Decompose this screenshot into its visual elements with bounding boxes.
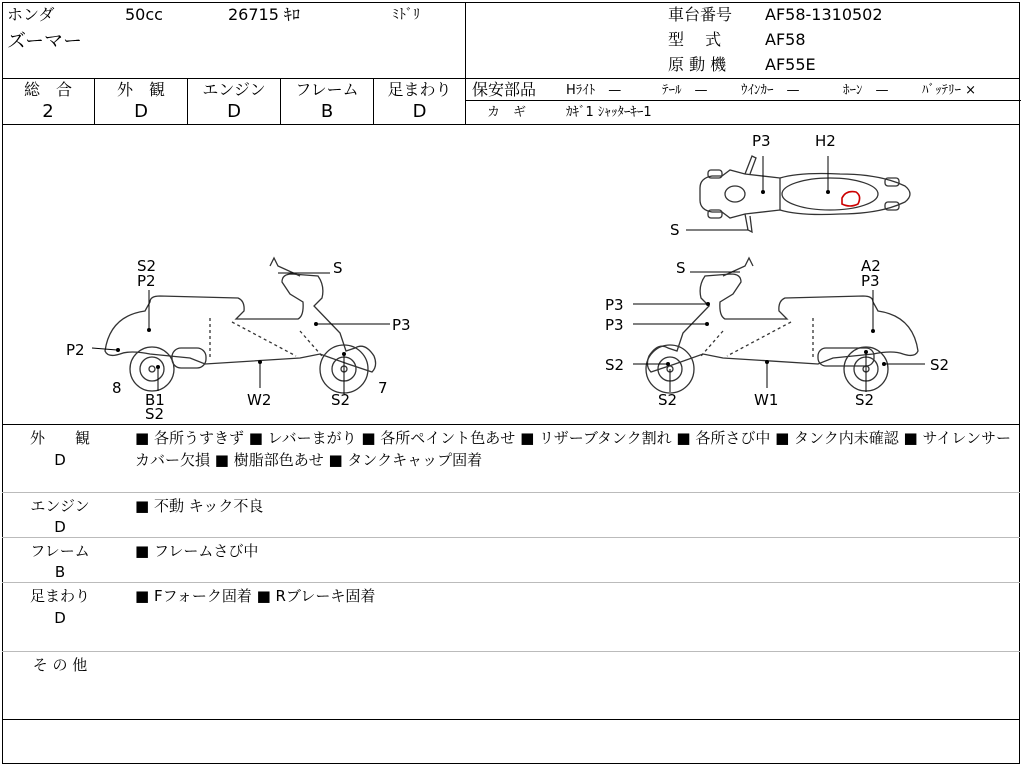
grade-value: D (227, 101, 241, 122)
divider (2, 424, 1020, 425)
divider (2, 719, 1020, 720)
grade-suspension (374, 79, 465, 124)
label-s2: S2 (658, 391, 678, 409)
section-suspension-notes: ■ Fフォーク固着 ■ Rブレーキ固着 (135, 587, 376, 605)
type-label: 型 式 (668, 30, 722, 49)
grade-engine (188, 79, 280, 124)
grade-value: B (320, 101, 334, 122)
label-a2: A2 (861, 257, 881, 275)
grade-label: 総 合 (23, 80, 72, 99)
section-engine-notes: ■ 不動 キック不良 (135, 497, 264, 515)
grade-label: 足まわり (387, 80, 452, 99)
grade-exterior (95, 79, 187, 124)
label-s: S (670, 221, 680, 239)
grade-label: 外 観 (116, 80, 165, 99)
label-w2: W2 (247, 391, 272, 409)
engine-label: 原 動 機 (668, 55, 727, 74)
section-exterior-notes: ■ 各所うすきず ■ レバーまがり ■ 各所ペイント色あせ ■ リザーブタンク割れ ■ 各所さび中 ■ タンク内未確認 ■ サイレンサーカバー欠損 ■ 樹脂部色あせ ■ タンクキャップ固着 (135, 429, 1012, 469)
divider (465, 2, 466, 125)
label-p3: P3 (392, 316, 411, 334)
label-p3: P3 (861, 272, 880, 290)
label-p3: P3 (752, 132, 771, 150)
label-s2: S2 (137, 257, 157, 275)
label-s2: S2 (855, 391, 875, 409)
top-view (700, 156, 910, 232)
section-other-title: そ の 他 (32, 656, 88, 674)
label-8: 8 (112, 379, 122, 397)
frame-no-label: 車台番号 (668, 5, 733, 24)
divider (2, 651, 1020, 652)
safety-tail: ﾃｰﾙ — (662, 83, 708, 98)
safety-battery: ﾊﾞｯﾃﾘｰ × (922, 83, 977, 98)
safety-horn: ﾎｰﾝ — (843, 83, 889, 98)
maker: ホンダ (7, 5, 55, 24)
damage-mark (842, 192, 860, 206)
divider (2, 492, 1020, 493)
label-s: S (676, 259, 686, 277)
grade-frame (281, 79, 373, 124)
color: ﾐﾄﾞﾘ (392, 7, 420, 23)
divider (2, 582, 1020, 583)
section-exterior-title: 外 観 (29, 429, 90, 447)
safety-label: 保安部品 (472, 80, 537, 99)
safety-winker: ｳｲﾝｶｰ — (741, 83, 800, 98)
label-s: S (333, 259, 343, 277)
frame-no: AF58-1310502 (765, 5, 883, 24)
label-p3: P3 (605, 296, 624, 314)
label-s2: S2 (605, 356, 625, 374)
mileage: 26715 ｷﾛ (228, 5, 300, 24)
label-s2: S2 (331, 391, 351, 409)
label-s2: S2 (930, 356, 950, 374)
grade-overall (2, 79, 94, 124)
key-label: カ ギ (487, 105, 527, 120)
model-name: ズーマー (7, 30, 83, 52)
key-value: ｶｷﾞ1 ｼｬｯﾀｰｷｰ1 (566, 105, 652, 120)
section-engine-title: エンジン (30, 497, 90, 515)
divider (2, 537, 1020, 538)
label-p2: P2 (66, 341, 85, 359)
section-suspension-title: 足まわり (29, 587, 90, 605)
displacement: 50cc (125, 5, 163, 24)
section-suspension-grade: D (54, 609, 66, 627)
grade-value: D (412, 101, 427, 122)
type-value: AF58 (765, 30, 806, 49)
divider (2, 124, 1020, 125)
label-s2: S2 (145, 405, 165, 423)
section-frame-grade: B (54, 563, 66, 581)
grade-label: エンジン (202, 80, 266, 99)
label-w1: W1 (754, 391, 779, 409)
section-frame-notes: ■ フレームさび中 (135, 542, 259, 560)
engine-value: AF55E (765, 55, 816, 74)
label-h2: H2 (815, 132, 836, 150)
safety-headlight: Hﾗｲﾄ — (566, 83, 622, 98)
label-b1: B1 (145, 391, 165, 409)
grade-label: フレーム (295, 80, 359, 99)
label-p2: P2 (137, 272, 156, 290)
label-p3: P3 (605, 316, 624, 334)
section-exterior-grade: D (54, 451, 66, 469)
grade-value: D (134, 101, 148, 122)
grade-value: 2 (42, 101, 54, 122)
section-frame-title: フレーム (30, 542, 90, 560)
label-7: 7 (378, 379, 388, 397)
scooter-diagram (0, 126, 1024, 424)
section-engine-grade: D (54, 518, 66, 536)
